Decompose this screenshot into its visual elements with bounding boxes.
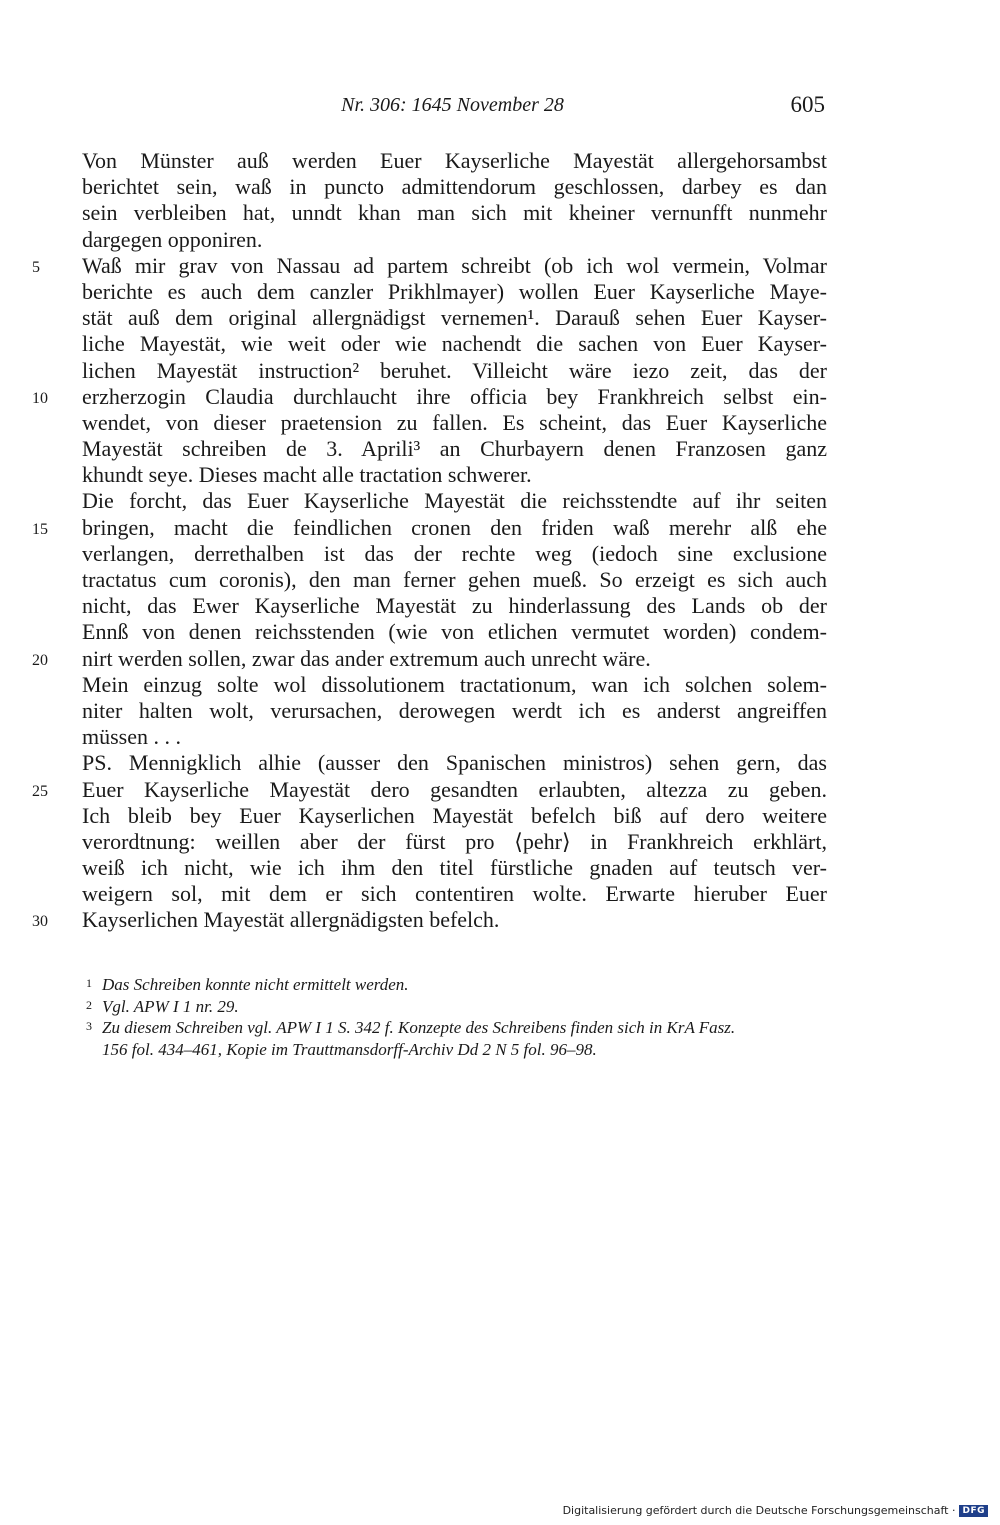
body-text bbox=[0, 148, 1000, 934]
line-number: 10 bbox=[32, 389, 48, 407]
line-text: stät auß dem original allergnädigst vernemen¹. Darauß sehen Euer Kayser- bbox=[82, 305, 827, 331]
line-text: Ich bleib bey Euer Kayserlichen Mayestät befelch biß auf dero weitere bbox=[82, 802, 827, 828]
text-line bbox=[0, 148, 1000, 174]
line-number: 15 bbox=[32, 520, 48, 538]
footnote-text: Das Schreiben konnte nicht ermittelt werden. bbox=[102, 975, 409, 994]
text-line bbox=[0, 279, 1000, 305]
line-text: weiß ich nicht, wie ich ihm den titel fürstliche gnaden auf teutsch ver- bbox=[82, 855, 827, 881]
text-line bbox=[0, 410, 1000, 436]
footer bbox=[563, 1504, 988, 1517]
text-line bbox=[0, 515, 1000, 541]
footnote-mark: 3 bbox=[86, 1019, 92, 1033]
line-number: 25 bbox=[32, 782, 48, 800]
line-text: verordtnung: weillen aber der fürst pro ⟨pehr⟩ in Frankhreich erkhlärt, bbox=[82, 828, 827, 854]
line-text: weigern sol, mit dem er sich contentiren wolte. Erwarte hieruber Euer bbox=[82, 881, 827, 907]
text-line bbox=[0, 672, 1000, 698]
line-text: sein verbleiben hat, unndt khan man sich mit kheiner vernunfft nunmehr bbox=[82, 200, 827, 226]
footnote-text: 156 fol. 434–461, Kopie im Trauttmansdorff-Archiv Dd 2 N 5 fol. 96–98. bbox=[102, 1039, 597, 1059]
line-text: verlangen, derrethalben ist das der rechte weg (iedoch sine exclusione bbox=[82, 540, 827, 566]
line-text: lichen Mayestät instruction² beruhet. Villeicht wäre iezo zeit, das der bbox=[82, 357, 827, 383]
line-text: bringen, macht die feindlichen cronen den friden waß merehr alß ehe bbox=[82, 514, 827, 540]
text-line bbox=[0, 436, 1000, 462]
line-text: dargegen opponiren. bbox=[82, 226, 263, 252]
line-text: nirt werden sollen, zwar das ander extremum auch unrecht wäre. bbox=[82, 645, 651, 671]
line-text: Mayestät schreiben de 3. Aprili³ an Churbayern denen Franzosen ganz bbox=[82, 436, 827, 462]
line-number: 5 bbox=[32, 258, 40, 276]
footnotes bbox=[86, 974, 846, 1060]
footnote-mark: 2 bbox=[86, 997, 92, 1012]
text-line bbox=[0, 803, 1000, 829]
line-text: khundt seye. Dieses macht alle tractation schwerer. bbox=[82, 462, 532, 488]
text-line bbox=[0, 488, 1000, 514]
line-number: 30 bbox=[32, 913, 48, 931]
text-line bbox=[0, 567, 1000, 593]
running-head bbox=[80, 92, 825, 122]
text-line bbox=[0, 541, 1000, 567]
line-text: müssen . . . bbox=[82, 724, 181, 750]
footnote bbox=[86, 1039, 846, 1061]
text-line bbox=[0, 698, 1000, 724]
dfg-logo-icon: DFG bbox=[959, 1505, 988, 1517]
line-text: Kayserlichen Mayestät allergnädigsten befelch. bbox=[82, 907, 500, 933]
text-line bbox=[0, 777, 1000, 803]
line-text: Waß mir grav von Nassau ad partem schreibt (ob ich wol vermein, Volmar bbox=[82, 252, 827, 278]
line-text: Euer Kayserliche Mayestät dero gesandten erlaubten, altezza zu geben. bbox=[82, 776, 827, 802]
footer-credit: Digitalisierung gefördert durch die Deutsche Forschungsgemeinschaft · bbox=[562, 1504, 956, 1517]
text-line bbox=[0, 907, 1000, 933]
page-number: 605 bbox=[790, 92, 825, 117]
line-text: niter halten wolt, verursachen, derowegen werdt ich es anderst angreiffen bbox=[82, 697, 827, 723]
line-text: wendet, von dieser praetension zu fallen. Es scheint, das Euer Kayserliche bbox=[82, 409, 827, 435]
line-text: berichtet sein, waß in puncto admittendorum geschlossen, darbey es dan bbox=[82, 174, 827, 200]
text-line bbox=[0, 358, 1000, 384]
line-number: 20 bbox=[32, 651, 48, 669]
text-line bbox=[0, 462, 1000, 488]
footnote-mark: 1 bbox=[86, 976, 92, 990]
text-line bbox=[0, 619, 1000, 645]
line-text: Ennß von denen reichsstenden (wie von etlichen vermutet worden) condem- bbox=[82, 619, 827, 645]
text-line bbox=[0, 724, 1000, 750]
line-text: Mein einzug solte wol dissolutionem tractationum, wan ich solchen solem- bbox=[82, 671, 827, 697]
footnote-text: Zu diesem Schreiben vgl. APW I 1 S. 342 f. Konzepte des Schreibens finden sich in KrA Fasz. bbox=[102, 1018, 736, 1037]
line-text: tractatus cum coronis), den man ferner gehen mueß. So erzeigt es sich auch bbox=[82, 567, 827, 592]
text-line bbox=[0, 253, 1000, 279]
text-line bbox=[0, 305, 1000, 331]
text-line bbox=[0, 200, 1000, 226]
line-text: Von Münster auß werden Euer Kayserliche Mayestät allergehorsambst bbox=[82, 148, 827, 173]
text-line bbox=[0, 331, 1000, 357]
text-line bbox=[0, 384, 1000, 410]
text-line bbox=[0, 227, 1000, 253]
text-line bbox=[0, 593, 1000, 619]
text-line bbox=[0, 750, 1000, 776]
line-text: liche Mayestät, wie weit oder wie nachendt die sachen von Euer Kayser- bbox=[82, 331, 827, 357]
text-line bbox=[0, 174, 1000, 200]
text-line bbox=[0, 881, 1000, 907]
line-text: PS. Mennigklich alhie (ausser den Spanischen ministros) sehen gern, das bbox=[82, 750, 827, 776]
line-text: Die forcht, das Euer Kayserliche Mayestät die reichsstendte auf ihr seiten bbox=[82, 488, 827, 514]
text-line bbox=[0, 829, 1000, 855]
running-title: Nr. 306: 1645 November 28 bbox=[341, 94, 564, 116]
line-text: berichte es auch dem canzler Prikhlmayer) wollen Euer Kayserliche Maye- bbox=[82, 278, 827, 304]
line-text: erzherzogin Claudia durchlaucht ihre officia bey Frankhreich selbst ein- bbox=[82, 383, 827, 409]
footnote bbox=[86, 1017, 846, 1039]
footnote bbox=[86, 996, 846, 1018]
footnote bbox=[86, 974, 846, 996]
line-text: nicht, das Ewer Kayserliche Mayestät zu hinderlassung des Lands ob der bbox=[82, 593, 827, 619]
text-line bbox=[0, 646, 1000, 672]
footnote-text: Vgl. APW I 1 nr. 29. bbox=[102, 996, 239, 1016]
text-line bbox=[0, 855, 1000, 881]
